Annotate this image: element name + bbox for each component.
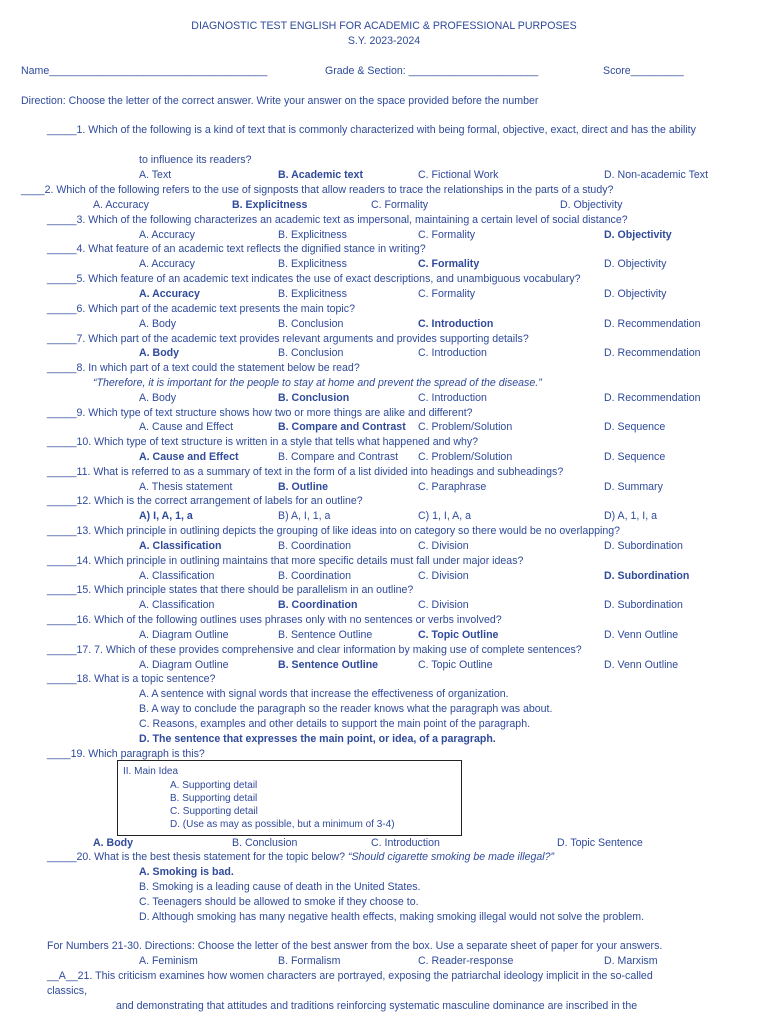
q16-option-b: B. Sentence Outline <box>278 629 373 641</box>
part2-choice-b: B. Formalism <box>278 955 341 967</box>
part2-choice-a: A. Feminism <box>139 955 198 967</box>
q15-option-d: D. Subordination <box>604 599 683 611</box>
question-11-stem: _____11. What is referred to as a summary of text in the form of a list divided into headings and subheadings? <box>47 466 564 478</box>
school-year: S.Y. 2023-2024 <box>347 35 421 47</box>
q6-option-b: B. Conclusion <box>278 318 344 330</box>
q1-option-d: D. Non-academic Text <box>604 169 709 181</box>
q11-option-d: D. Summary <box>604 481 663 493</box>
q10-option-a: A. Cause and Effect <box>139 451 239 463</box>
question-6-stem: _____6. Which part of the academic text presents the main topic? <box>47 303 355 315</box>
q8-option-a: A. Body <box>139 392 177 404</box>
q2-option-d: D. Objectivity <box>560 199 623 211</box>
q18-option-a: A. A sentence with signal words that increase the effectiveness of organization. <box>139 688 509 700</box>
q3-option-a: A. Accuracy <box>139 229 195 241</box>
q15-option-a: A. Classification <box>139 599 215 611</box>
outline-box <box>117 760 462 836</box>
q2-option-c: C. Formality <box>371 199 429 211</box>
q7-option-a: A. Body <box>139 347 180 359</box>
question-8-stem: _____8. In which part of a text could the statement below be read? <box>47 362 360 374</box>
part2-direction: For Numbers 21-30. Directions: Choose the letter of the best answer from the box. Use a separate sheet of paper for your answers. <box>47 940 663 952</box>
question-9-stem: _____9. Which type of text structure shows how two or more things are alike and different? <box>47 407 473 419</box>
q5-option-b: B. Explicitness <box>278 288 347 300</box>
question-12-stem: _____12. Which is the correct arrangement of labels for an outline? <box>47 495 363 507</box>
question-3-stem: _____3. Which of the following characterizes an academic text as impersonal, maintaining a certain level of social distance? <box>47 214 628 226</box>
question-1-stem: _____1. Which of the following is a kind of text that is commonly characterized with being formal, objective, exact, direct and has the ability <box>47 124 696 136</box>
q16-option-c: C. Topic Outline <box>418 629 499 641</box>
q10-option-c: C. Problem/Solution <box>418 451 513 463</box>
q4-option-d: D. Objectivity <box>604 258 667 270</box>
question-14-stem: _____14. Which principle in outlining maintains that more specific details must fall under major ideas? <box>47 555 524 567</box>
part2-choice-d: D. Marxism <box>604 955 658 967</box>
q20-option-b: B. Smoking is a leading cause of death in the United States. <box>139 881 421 893</box>
q8-option-d: D. Recommendation <box>604 392 701 404</box>
q9-option-b: B. Compare and Contrast <box>278 421 406 433</box>
q10-option-d: D. Sequence <box>604 451 666 463</box>
q7-option-b: B. Conclusion <box>278 347 344 359</box>
q20-option-a: A. Smoking is bad. <box>139 866 234 878</box>
q11-option-c: C. Paraphrase <box>418 481 487 493</box>
q15-option-b: B. Coordination <box>278 599 358 611</box>
q9-option-c: C. Problem/Solution <box>418 421 513 433</box>
q18-option-c: C. Reasons, examples and other details to support the main point of the paragraph. <box>139 718 531 730</box>
q6-option-d: D. Recommendation <box>604 318 701 330</box>
outline-box-line: D. (Use as may as possible, but a minimum of 3-4) <box>170 819 395 830</box>
question-4-stem: _____4. What feature of an academic text reflects the dignified stance in writing? <box>47 243 426 255</box>
q14-option-a: A. Classification <box>139 570 215 582</box>
q15-option-c: C. Division <box>418 599 469 611</box>
outline-box-title: II. Main Idea <box>123 766 179 777</box>
q4-option-c: C. Formality <box>418 258 480 270</box>
question-21-stem: __A__21. This criticism examines how women characters are portrayed, exposing the patriarchal ideology implicit in the so-called <box>47 970 653 982</box>
q7-option-d: D. Recommendation <box>604 347 701 359</box>
q14-option-b: B. Coordination <box>278 570 352 582</box>
q8-option-c: C. Introduction <box>418 392 487 404</box>
outline-box-line: A. Supporting detail <box>170 780 258 791</box>
q7-option-c: C. Introduction <box>418 347 487 359</box>
q20-option-d: D. Although smoking has many negative health effects, making smoking illegal would not solve the problem. <box>139 911 645 923</box>
q17-option-a: A. Diagram Outline <box>139 659 229 671</box>
q2-option-a: A. Accuracy <box>93 199 149 211</box>
q1-option-a: A. Text <box>139 169 172 181</box>
q14-option-d: D. Subordination <box>604 570 690 582</box>
q12-option-c: C) 1, I, A, a <box>418 510 471 522</box>
q11-option-a: A. Thesis statement <box>139 481 233 493</box>
q1-option-b: B. Academic text <box>278 169 363 181</box>
q16-option-d: D. Venn Outline <box>604 629 679 641</box>
question-21-stem-cont2: and demonstrating that attitudes and traditions reinforcing systematic masculine dominance are inscribed in the <box>116 1000 638 1012</box>
question-5-stem: _____5. Which feature of an academic text indicates the use of exact descriptions, and unambiguous vocabulary? <box>47 273 581 285</box>
q12-option-d: D) A, 1, I, a <box>604 510 657 522</box>
q4-option-b: B. Explicitness <box>278 258 347 270</box>
name-field: Name_____________________________________ <box>21 65 268 77</box>
q3-option-d: D. Objectivity <box>604 229 672 241</box>
q20-quote: “Should cigarette smoking be made illegal?” <box>347 851 555 863</box>
q19-option-b: B. Conclusion <box>232 837 298 849</box>
q3-option-c: C. Formality <box>418 229 476 241</box>
q10-option-b: B. Compare and Contrast <box>278 451 399 463</box>
question-21-stem-cont: classics, <box>47 985 88 997</box>
question-10-stem: _____10. Which type of text structure is written in a style that tells what happened and why? <box>47 436 479 448</box>
q18-option-d: D. The sentence that expresses the main point, or idea, of a paragraph. <box>139 733 496 745</box>
q3-option-b: B. Explicitness <box>278 229 347 241</box>
q1-option-c: C. Fictional Work <box>418 169 499 181</box>
grade-section-field: Grade & Section: ______________________ <box>325 65 539 77</box>
q13-option-d: D. Subordination <box>604 540 683 552</box>
q19-option-d: D. Topic Sentence <box>557 837 643 849</box>
q13-option-c: C. Division <box>418 540 469 552</box>
question-20-stem-text: _____20. What is the best thesis statement for the topic below? <box>47 851 345 863</box>
q5-option-a: A. Accuracy <box>139 288 200 300</box>
q13-option-b: B. Coordination <box>278 540 352 552</box>
q12-option-b: B) A, I, 1, a <box>278 510 331 522</box>
question-18-stem: _____18. What is a topic sentence? <box>47 673 216 685</box>
part2-choice-c: C. Reader-response <box>418 955 514 967</box>
q8-option-b: B. Conclusion <box>278 392 350 404</box>
question-15-stem: _____15. Which principle states that there should be parallelism in an outline? <box>47 584 414 596</box>
q12-option-a: A) I, A, 1, a <box>139 510 193 522</box>
q16-option-a: A. Diagram Outline <box>139 629 229 641</box>
q17-option-b: B. Sentence Outline <box>278 659 379 671</box>
question-16-stem: _____16. Which of the following outlines uses phrases only with no sentences or verbs involved? <box>47 614 502 626</box>
q14-option-c: C. Division <box>418 570 469 582</box>
q18-option-b: B. A way to conclude the paragraph so the reader knows what the paragraph was about. <box>139 703 553 715</box>
score-field: Score_________ <box>603 65 684 77</box>
outline-box-line: C. Supporting detail <box>170 806 258 817</box>
q19-option-c: C. Introduction <box>371 837 440 849</box>
outline-box-line: B. Supporting detail <box>170 793 258 804</box>
q17-option-d: D. Venn Outline <box>604 659 679 671</box>
q5-option-c: C. Formality <box>418 288 476 300</box>
question-19-stem: ____19. Which paragraph is this? <box>47 748 205 760</box>
q17-option-c: C. Topic Outline <box>418 659 493 671</box>
q9-option-d: D. Sequence <box>604 421 666 433</box>
q11-option-b: B. Outline <box>278 481 329 493</box>
q4-option-a: A. Accuracy <box>139 258 195 270</box>
question-17-stem: _____17. 7. Which of these provides comprehensive and clear information by making use of complete sentences? <box>47 644 582 656</box>
question-13-stem: _____13. Which principle in outlining depicts the grouping of like ideas into on category so there would be no overlapping? <box>47 525 621 537</box>
q9-option-a: A. Cause and Effect <box>139 421 234 433</box>
q6-option-c: C. Introduction <box>418 318 494 330</box>
q2-option-b: B. Explicitness <box>232 199 308 211</box>
q8-quote: “Therefore, it is important for the people to stay at home and prevent the spread of the disease.” <box>93 377 542 389</box>
q5-option-d: D. Objectivity <box>604 288 667 300</box>
question-7-stem: _____7. Which part of the academic text provides relevant arguments and provides supporting details? <box>47 333 529 345</box>
direction-text: Direction: Choose the letter of the correct answer. Write your answer on the space provided before the number <box>21 95 539 107</box>
q19-option-a: A. Body <box>93 837 134 849</box>
q13-option-a: A. Classification <box>139 540 222 552</box>
q20-option-c: C. Teenagers should be allowed to smoke if they choose to. <box>139 896 419 908</box>
question-1-stem-cont: to influence its readers? <box>139 154 252 166</box>
question-2-stem: ____2. Which of the following refers to the use of signposts that allow readers to trace the relationships in the parts of a study? <box>21 184 614 196</box>
page-title: DIAGNOSTIC TEST ENGLISH FOR ACADEMIC & PROFESSIONAL PURPOSES <box>191 20 577 32</box>
question-20-stem <box>47 851 554 864</box>
q6-option-a: A. Body <box>139 318 177 330</box>
